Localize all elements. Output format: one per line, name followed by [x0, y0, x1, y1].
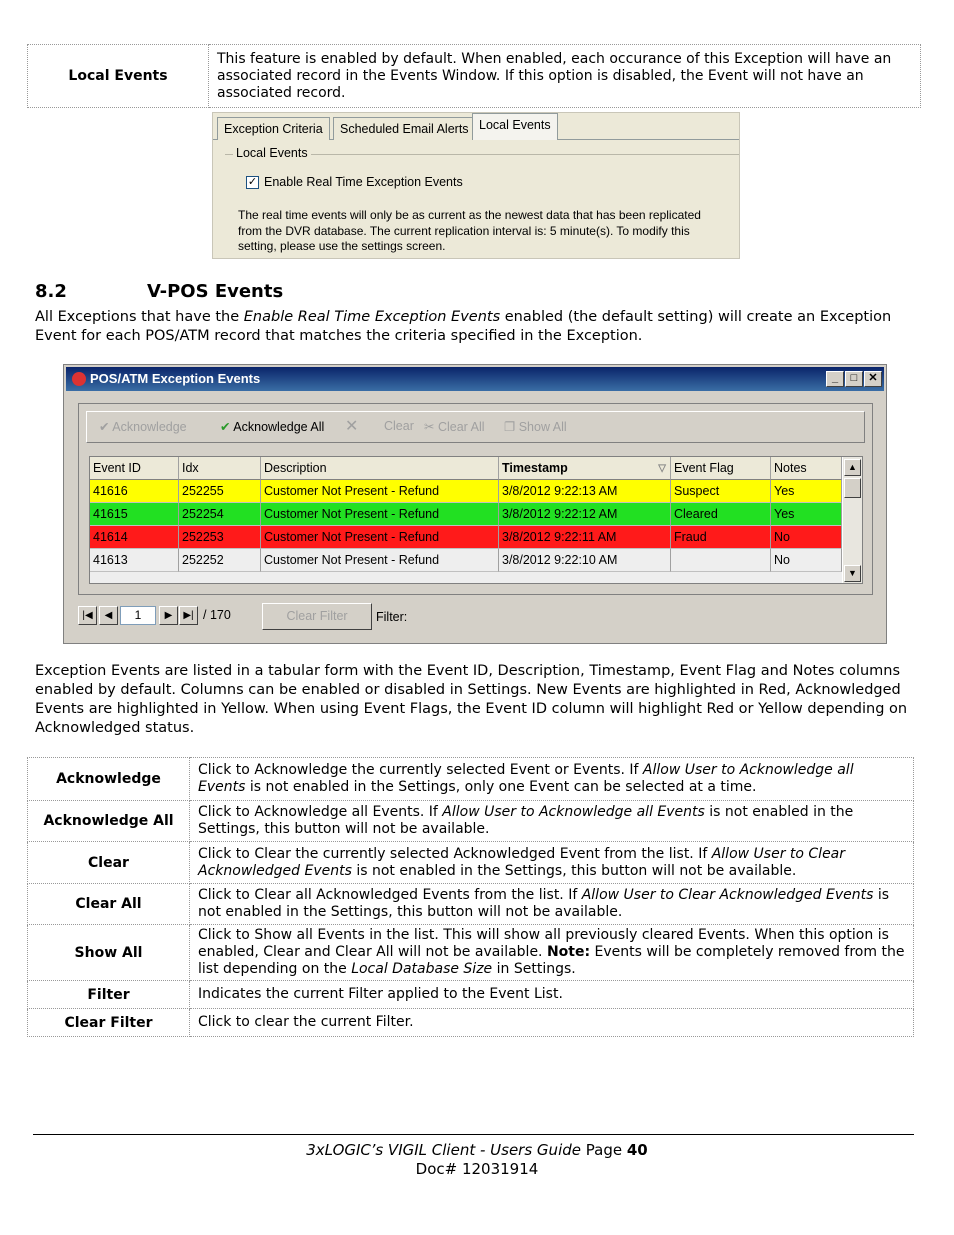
table-value: This feature is enabled by default. When enabled, each occurance of this Exception will have an associated record in the Events Window. If this option is disabled, the Event will not have an associated record. [209, 45, 921, 108]
cell-timestamp: 3/8/2012 9:22:12 AM [499, 503, 671, 526]
clear-all-icon: ✂ [424, 420, 435, 434]
partial-row [90, 572, 842, 584]
cell-notes: Yes [771, 503, 842, 526]
acknowledge-button[interactable]: ✔ Acknowledge [99, 420, 187, 434]
checkbox-label: Enable Real Time Exception Events [264, 175, 463, 189]
definition-value: Click to clear the current Filter. [190, 1009, 914, 1037]
definition-value: Click to Acknowledge the currently selected Event or Events. If Allow User to Acknowledge all Events is not enabled in the Settings, only one Event can be selected at a time. [190, 758, 914, 801]
cell-event-flag: Cleared [671, 503, 771, 526]
cell-description: Customer Not Present - Refund [261, 480, 499, 503]
definition-value: Indicates the current Filter applied to the Event List. [190, 981, 914, 1009]
cell-notes: No [771, 526, 842, 549]
definition-row [28, 925, 914, 981]
cell-idx: 252255 [179, 480, 261, 503]
grid-scrollbar[interactable] [843, 457, 862, 583]
definition-value: Click to Clear the currently selected Acknowledged Event from the list. If Allow User to Clear Acknowledged Events is not enabled in the Settings, this button will not be available. [190, 842, 914, 884]
first-page-icon[interactable]: |◀ [78, 606, 97, 625]
cell-notes: No [771, 549, 842, 572]
tab-scheduled-email-alerts[interactable]: Scheduled Email Alerts [333, 117, 476, 140]
section-title: V-POS Events [147, 281, 284, 302]
cell-event-flag: Suspect [671, 480, 771, 503]
page-number: 40 [626, 1141, 648, 1159]
definition-key: Clear [28, 842, 190, 884]
cell-event-flag: Fraud [671, 526, 771, 549]
enable-realtime-checkbox[interactable]: ✓ [247, 176, 258, 188]
app-icon [72, 372, 86, 386]
definition-row [28, 981, 914, 1009]
col-timestamp[interactable]: Timestamp ▽ [499, 457, 671, 480]
note-line: from the DVR database. The current replication interval is: 5 minute(s). To modify this [238, 223, 690, 238]
definition-row [28, 1009, 914, 1037]
intro-emphasis: Enable Real Time Exception Events [243, 309, 501, 325]
events-grid [89, 456, 863, 584]
scroll-down-icon[interactable]: ▼ [844, 565, 861, 582]
cell-timestamp: 3/8/2012 9:22:13 AM [499, 480, 671, 503]
exception-settings-screenshot [212, 112, 740, 259]
definition-key: Acknowledge All [28, 801, 190, 842]
window-titlebar [66, 367, 884, 391]
definition-value: Click to Show all Events in the list. This will show all previously cleared Events. When this option is enabled, Clear and Clear All will not be available. Note: Events will be completely removed from the list depending on the Local Database Size in Settings. [190, 925, 914, 981]
group-label: Local Events [233, 146, 311, 160]
table-row[interactable] [90, 503, 842, 526]
show-all-button[interactable]: ❐ Show All [504, 420, 567, 434]
cell-event-id: 41615 [90, 503, 179, 526]
cell-notes: Yes [771, 480, 842, 503]
cell-description: Customer Not Present - Refund [261, 526, 499, 549]
sort-desc-icon: ▽ [658, 463, 666, 474]
cell-event-id: 41614 [90, 526, 179, 549]
cell-idx: 252254 [179, 503, 261, 526]
table-key: Local Events [28, 45, 209, 108]
footer-rule [33, 1134, 914, 1135]
cell-timestamp: 3/8/2012 9:22:10 AM [499, 549, 671, 572]
cell-event-flag [671, 549, 771, 572]
definition-value: Click to Clear all Acknowledged Events from the list. If Allow User to Clear Acknowledged Events is not enabled in the Settings, this button will not be available. [190, 884, 914, 925]
cell-event-id: 41613 [90, 549, 179, 572]
next-page-icon[interactable]: ▶ [159, 606, 178, 625]
close-icon[interactable]: ✕ [864, 371, 882, 387]
footer-title: 3xLOGIC’s VIGIL Client - Users Guide Page 40 [306, 1141, 648, 1159]
cell-timestamp: 3/8/2012 9:22:11 AM [499, 526, 671, 549]
section-intro: All Exceptions that have the Enable Real Time Exception Events enabled (the default setting) will create an Exception Event for each POS/ATM record that matches the criteria specified in the Exception. [35, 309, 892, 344]
clear-button[interactable]: Clear [384, 419, 414, 433]
definition-key: Filter [28, 981, 190, 1009]
scroll-up-icon[interactable]: ▲ [844, 459, 861, 476]
note-line: The real time events will only be as current as the newest data that has been replicated [238, 208, 701, 222]
col-notes[interactable]: Notes [771, 457, 842, 480]
page-number-input[interactable]: 1 [120, 606, 156, 625]
definition-key: Acknowledge [28, 758, 190, 801]
minimize-icon[interactable]: _ [826, 371, 844, 387]
definition-key: Clear Filter [28, 1009, 190, 1037]
maximize-icon[interactable]: □ [845, 371, 863, 387]
col-event-id[interactable]: Event ID [90, 457, 179, 480]
footer-doc: Doc# 12031914 [415, 1160, 539, 1178]
scroll-thumb[interactable] [844, 478, 861, 498]
acknowledge-all-button[interactable]: ✔ Acknowledge All [220, 420, 325, 434]
table-row[interactable] [90, 480, 842, 503]
col-event-flag[interactable]: Event Flag [671, 457, 771, 480]
cell-idx: 252253 [179, 526, 261, 549]
definition-row [28, 801, 914, 842]
col-idx[interactable]: Idx [179, 457, 261, 480]
button-definitions-table [27, 757, 914, 1037]
cell-description: Customer Not Present - Refund [261, 503, 499, 526]
clear-all-button[interactable]: ✂ Clear All [424, 420, 485, 434]
filter-label: Filter: [376, 610, 408, 624]
check-icon: ✔ [99, 420, 110, 434]
section-number: 8.2 [35, 281, 67, 302]
events-description: Exception Events are listed in a tabular form with the Event ID, Description, Timestamp, Event Flag and Notes columns enabled by default. Columns can be enabled or disabled in Settings. New Events are highlighted in Red, Acknowledged Events are highlighted in Yellow. When using Event Flags, the Event ID column will highlight Red or Yellow depending on Acknowledged status. [35, 663, 908, 736]
page-total: / 170 [203, 608, 231, 622]
show-all-icon: ❐ [504, 420, 516, 434]
cell-event-id: 41616 [90, 480, 179, 503]
cell-description: Customer Not Present - Refund [261, 549, 499, 572]
last-page-icon[interactable]: ▶| [179, 606, 198, 625]
definition-key: Clear All [28, 884, 190, 925]
definition-key: Show All [28, 925, 190, 981]
prev-page-icon[interactable]: ◀ [99, 606, 118, 625]
grid-header [90, 457, 842, 480]
definition-row [28, 842, 914, 884]
col-description[interactable]: Description [261, 457, 499, 480]
window-title: POS/ATM Exception Events [90, 371, 261, 386]
clear-x-icon: ✕ [345, 418, 359, 435]
definition-row [28, 884, 914, 925]
tab-exception-criteria[interactable]: Exception Criteria [217, 117, 330, 140]
definition-row [28, 758, 914, 801]
definition-value: Click to Acknowledge all Events. If Allow User to Acknowledge all Events is not enabled in the Settings, this button will not be available. [190, 801, 914, 842]
check-all-icon: ✔ [220, 420, 231, 434]
pos-atm-events-window [63, 364, 887, 644]
cell-idx: 252252 [179, 549, 261, 572]
table-row[interactable] [90, 549, 842, 572]
table-row[interactable] [90, 526, 842, 549]
note-line: setting, please use the settings screen. [238, 239, 446, 253]
tab-local-events[interactable]: Local Events [472, 113, 558, 140]
toolbar [86, 411, 865, 443]
local-events-table [27, 44, 921, 108]
clear-filter-button[interactable]: Clear Filter [262, 603, 372, 630]
